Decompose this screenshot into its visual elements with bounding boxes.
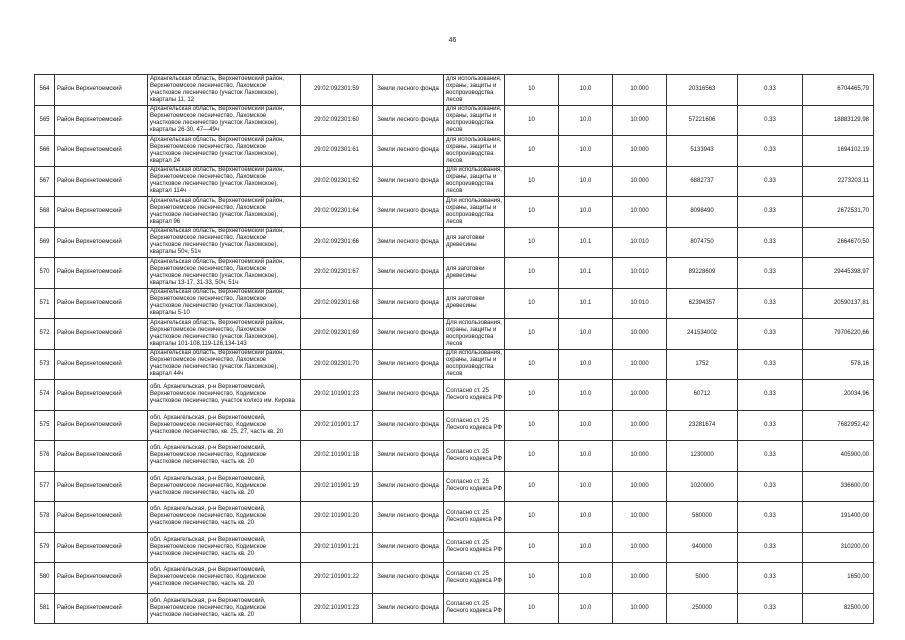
code-3-cell: 10:000	[613, 593, 667, 624]
row-number-cell: 581	[35, 593, 55, 624]
district-cell: Район Верхнетоемский	[55, 197, 148, 228]
land-category-cell: Земли лесного фонда	[373, 410, 444, 441]
row-number-cell: 578	[35, 502, 55, 533]
district-cell: Район Верхнетоемский	[55, 593, 148, 624]
cadastral-value-cell: 336600,00	[803, 471, 874, 502]
address-cell: Архангельская область, Верхнетоемский район, Верхнетоемское лесничество, Лахомское участковое лесничество (участок Лахомское), кварталы 50ч, 51ч	[148, 227, 301, 258]
table-row	[35, 563, 874, 594]
code-2-cell: 10.0	[559, 532, 613, 563]
code-3-cell: 10:000	[613, 349, 667, 380]
rate-cell: 0.33	[738, 502, 803, 533]
code-1-cell: 10	[505, 166, 559, 197]
code-3-cell: 10:000	[613, 75, 667, 106]
address-cell: Архангельская область, Верхнетоемский район, Верхнетоемское лесничество, Лахомское участковое лесничество (участок Лахомское), кварталы 11, 12	[148, 75, 301, 106]
rate-cell: 0.33	[738, 75, 803, 106]
district-cell: Район Верхнетоемский	[55, 258, 148, 289]
address-cell: Архангельская область, Верхнетоемский район, Верхнетоемское лесничество, Лахомское участковое лесничество (участок Лахомское), кварталы 26-30, 47—49ч	[148, 105, 301, 136]
permitted-use-cell: Согласно ст. 25 Лесного кодекса РФ	[444, 471, 505, 502]
land-category-cell: Земли лесного фонда	[373, 227, 444, 258]
cadastral-number-cell: 29:02:092301:66	[301, 227, 373, 258]
address-cell: Архангельская область, Верхнетоемский район, Верхнетоемское лесничество, Лахомское участковое лесничество (участок Лахомское), кварталы 13-17, 31-33, 50ч, 51ч	[148, 258, 301, 289]
land-category-cell: Земли лесного фонда	[373, 441, 444, 472]
area-cell: 8074750	[667, 227, 738, 258]
cadastral-value-cell: 405900,00	[803, 441, 874, 472]
row-number-cell: 571	[35, 288, 55, 319]
code-2-cell: 10.0	[559, 593, 613, 624]
area-cell: 5000	[667, 563, 738, 594]
code-2-cell: 10.1	[559, 227, 613, 258]
code-2-cell: 10.0	[559, 197, 613, 228]
address-cell: Архангельская область, Верхнетоемский район, Верхнетоемское лесничество, Лахомское участковое лесничество (участок Лахомское), кварталы 101-108,119-126,134-143	[148, 319, 301, 350]
area-cell: 23281674	[667, 410, 738, 441]
land-category-cell: Земли лесного фонда	[373, 258, 444, 289]
row-number-cell: 564	[35, 75, 55, 106]
code-3-cell: 10:000	[613, 532, 667, 563]
row-number-cell: 568	[35, 197, 55, 228]
code-2-cell: 10.0	[559, 319, 613, 350]
area-cell: 6882737	[667, 166, 738, 197]
area-cell: 62394357	[667, 288, 738, 319]
district-cell: Район Верхнетоемский	[55, 502, 148, 533]
code-2-cell: 10.1	[559, 258, 613, 289]
code-3-cell: 10:000	[613, 563, 667, 594]
area-cell: 580000	[667, 502, 738, 533]
district-cell: Район Верхнетоемский	[55, 410, 148, 441]
table-row	[35, 75, 874, 106]
code-1-cell: 10	[505, 502, 559, 533]
table-row	[35, 227, 874, 258]
area-cell: 1752	[667, 349, 738, 380]
code-1-cell: 10	[505, 105, 559, 136]
table-row	[35, 166, 874, 197]
cadastral-value-cell: 2672531,70	[803, 197, 874, 228]
table-row	[35, 136, 874, 167]
rate-cell: 0.33	[738, 380, 803, 411]
table-row	[35, 441, 874, 472]
cadastral-value-cell: 2273203,11	[803, 166, 874, 197]
land-category-cell: Земли лесного фонда	[373, 471, 444, 502]
code-1-cell: 10	[505, 288, 559, 319]
address-cell: Архангельская область, Верхнетоемский район, Верхнетоемское лесничество, Лахомское участковое лесничество (участок Лахомское), квартал 44ч	[148, 349, 301, 380]
permitted-use-cell: Согласно ст. 25 Лесного кодекса РФ	[444, 410, 505, 441]
district-cell: Район Верхнетоемский	[55, 288, 148, 319]
rate-cell: 0.33	[738, 441, 803, 472]
land-category-cell: Земли лесного фонда	[373, 136, 444, 167]
area-cell: 241534002	[667, 319, 738, 350]
address-cell: Архангельская область, Верхнетоемский район, Верхнетоемское лесничество, Лахомское участковое лесничество (участок Лахомское), квартал 96	[148, 197, 301, 228]
code-2-cell: 10.0	[559, 349, 613, 380]
cadastral-value-cell: 20034,96	[803, 380, 874, 411]
permitted-use-cell: Согласно ст. 25 Лесного кодекса РФ	[444, 380, 505, 411]
code-2-cell: 10.0	[559, 136, 613, 167]
code-3-cell: 10:000	[613, 471, 667, 502]
land-category-cell: Земли лесного фонда	[373, 319, 444, 350]
code-1-cell: 10	[505, 593, 559, 624]
code-1-cell: 10	[505, 319, 559, 350]
address-cell: обл. Архангельская, р-н Верхнетоемский, Верхнетоемское лесничество, Кодимское участковое лесничество, часть кв. 20	[148, 563, 301, 594]
code-3-cell: 10:000	[613, 105, 667, 136]
code-2-cell: 10.0	[559, 471, 613, 502]
land-category-cell: Земли лесного фонда	[373, 197, 444, 228]
table-row	[35, 288, 874, 319]
permitted-use-cell: Согласно ст. 25 Лесного кодекса РФ	[444, 563, 505, 594]
code-2-cell: 10.0	[559, 441, 613, 472]
land-category-cell: Земли лесного фонда	[373, 563, 444, 594]
permitted-use-cell: Для использования, охраны, защиты и воспроизводства лесов	[444, 319, 505, 350]
cadastral-number-cell: 29:02:092301:67	[301, 258, 373, 289]
area-cell: 89228609	[667, 258, 738, 289]
address-cell: обл. Архангельская, р-н Верхнетоемский, Верхнетоемское лесничество, Кодимское участковое лесничество, часть кв. 20	[148, 502, 301, 533]
land-category-cell: Земли лесного фонда	[373, 380, 444, 411]
cadastral-value-cell: 578,16	[803, 349, 874, 380]
rate-cell: 0.33	[738, 563, 803, 594]
code-3-cell: 10:000	[613, 502, 667, 533]
table-body	[35, 75, 874, 624]
page-number: 46	[448, 37, 457, 44]
land-registry-table	[34, 74, 874, 624]
code-1-cell: 10	[505, 136, 559, 167]
cadastral-value-cell: 82500,00	[803, 593, 874, 624]
district-cell: Район Верхнетоемский	[55, 105, 148, 136]
area-cell: 57221606	[667, 105, 738, 136]
permitted-use-cell: Для использования, охраны, защиты и воспроизводства лесов	[444, 197, 505, 228]
code-3-cell: 10:000	[613, 410, 667, 441]
area-cell: 5133943	[667, 136, 738, 167]
table-row	[35, 105, 874, 136]
district-cell: Район Верхнетоемский	[55, 136, 148, 167]
address-cell: обл. Архангельская, р-н Верхнетоемский, Верхнетоемское лесничество, Кодимское участковое лесничество, часть кв. 20	[148, 471, 301, 502]
address-cell: обл. Архангельская, р-н Верхнетоемский, Верхнетоемское лесничество, Кодимское участковое лесничество, кв. 25, 27, часть кв. 20	[148, 410, 301, 441]
code-2-cell: 10.0	[559, 502, 613, 533]
district-cell: Район Верхнетоемский	[55, 75, 148, 106]
cadastral-number-cell: 29:02:101901:21	[301, 532, 373, 563]
rate-cell: 0.33	[738, 105, 803, 136]
table-row	[35, 502, 874, 533]
land-category-cell: Земли лесного фонда	[373, 532, 444, 563]
table-row	[35, 197, 874, 228]
district-cell: Район Верхнетоемский	[55, 532, 148, 563]
row-number-cell: 576	[35, 441, 55, 472]
area-cell: 8098490	[667, 197, 738, 228]
rate-cell: 0.33	[738, 349, 803, 380]
code-2-cell: 10.0	[559, 105, 613, 136]
permitted-use-cell: для использования, охраны, защиты и воспроизводства лесов	[444, 75, 505, 106]
address-cell: Архангельская область, Верхнетоемский район, Верхнетоемское лесничество, Лахомское участковое лесничество (участок Лахомское), квартал 114ч	[148, 166, 301, 197]
row-number-cell: 572	[35, 319, 55, 350]
row-number-cell: 567	[35, 166, 55, 197]
permitted-use-cell: для заготовки древесины	[444, 288, 505, 319]
cadastral-value-cell: 20590137,81	[803, 288, 874, 319]
permitted-use-cell: для заготовки древесины	[444, 258, 505, 289]
rate-cell: 0.33	[738, 136, 803, 167]
land-category-cell: Земли лесного фонда	[373, 288, 444, 319]
district-cell: Район Верхнетоемский	[55, 471, 148, 502]
cadastral-number-cell: 29:02:092301:69	[301, 319, 373, 350]
row-number-cell: 574	[35, 380, 55, 411]
code-2-cell: 10.0	[559, 563, 613, 594]
cadastral-value-cell: 29445398,97	[803, 258, 874, 289]
code-1-cell: 10	[505, 258, 559, 289]
permitted-use-cell: Согласно ст. 25 Лесного кодекса РФ	[444, 593, 505, 624]
cadastral-value-cell: 79706220,66	[803, 319, 874, 350]
area-cell: 1020000	[667, 471, 738, 502]
rate-cell: 0.33	[738, 227, 803, 258]
rate-cell: 0.33	[738, 593, 803, 624]
cadastral-number-cell: 29:02:101901:18	[301, 441, 373, 472]
table-row	[35, 258, 874, 289]
cadastral-number-cell: 29:02:101901:19	[301, 471, 373, 502]
rate-cell: 0.33	[738, 471, 803, 502]
permitted-use-cell: Для использования, охраны, защиты и воспроизводства лесов	[444, 166, 505, 197]
row-number-cell: 569	[35, 227, 55, 258]
cadastral-value-cell: 18883129,98	[803, 105, 874, 136]
district-cell: Район Верхнетоемский	[55, 441, 148, 472]
address-cell: обл. Архангельская, р-н Верхнетоемский, Верхнетоемское лесничество, Кодимское участковое лесничество, часть кв. 20	[148, 593, 301, 624]
address-cell: обл. Архангельская, р-н Верхнетоемский, Верхнетоемское лесничество, Кодимское участковое лесничество, участок колхоз им. Кирова	[148, 380, 301, 411]
district-cell: Район Верхнетоемский	[55, 563, 148, 594]
code-2-cell: 10.0	[559, 410, 613, 441]
table-row	[35, 319, 874, 350]
code-1-cell: 10	[505, 563, 559, 594]
cadastral-number-cell: 29:02:101901:23	[301, 380, 373, 411]
rate-cell: 0.33	[738, 410, 803, 441]
permitted-use-cell: Согласно ст. 25 Лесного кодекса РФ	[444, 502, 505, 533]
code-1-cell: 10	[505, 441, 559, 472]
code-1-cell: 10	[505, 410, 559, 441]
permitted-use-cell: для использования, охраны, защиты и воспроизводства лесов	[444, 136, 505, 167]
cadastral-value-cell: 6704465,79	[803, 75, 874, 106]
row-number-cell: 577	[35, 471, 55, 502]
cadastral-number-cell: 29:02:101901:17	[301, 410, 373, 441]
code-3-cell: 10:010	[613, 227, 667, 258]
permitted-use-cell: Согласно ст. 25 Лесного кодекса РФ	[444, 441, 505, 472]
rate-cell: 0.33	[738, 166, 803, 197]
code-1-cell: 10	[505, 532, 559, 563]
rate-cell: 0.33	[738, 319, 803, 350]
address-cell: обл. Архангельская, р-н Верхнетоемский, Верхнетоемское лесничество, Кодимское участковое лесничество, часть кв. 20	[148, 441, 301, 472]
rate-cell: 0.33	[738, 197, 803, 228]
row-number-cell: 565	[35, 105, 55, 136]
land-category-cell: Земли лесного фонда	[373, 166, 444, 197]
row-number-cell: 575	[35, 410, 55, 441]
land-category-cell: Земли лесного фонда	[373, 502, 444, 533]
table-row	[35, 380, 874, 411]
district-cell: Район Верхнетоемский	[55, 319, 148, 350]
area-cell: 20316563	[667, 75, 738, 106]
code-3-cell: 10:000	[613, 166, 667, 197]
cadastral-value-cell: 1650,00	[803, 563, 874, 594]
area-cell: 1230000	[667, 441, 738, 472]
code-2-cell: 10.0	[559, 75, 613, 106]
cadastral-number-cell: 29:02:092301:68	[301, 288, 373, 319]
code-2-cell: 10.1	[559, 288, 613, 319]
cadastral-value-cell: 7682952,42	[803, 410, 874, 441]
address-cell: Архангельская область, Верхнетоемский район, Верхнетоемское лесничество, Лахомское участковое лесничество (участок Лахомское), кварталы 5-10	[148, 288, 301, 319]
cadastral-number-cell: 29:02:092301:59	[301, 75, 373, 106]
code-3-cell: 10:000	[613, 136, 667, 167]
row-number-cell: 580	[35, 563, 55, 594]
land-category-cell: Земли лесного фонда	[373, 349, 444, 380]
cadastral-number-cell: 29:02:092301:62	[301, 166, 373, 197]
row-number-cell: 573	[35, 349, 55, 380]
code-3-cell: 10:000	[613, 197, 667, 228]
rate-cell: 0.33	[738, 258, 803, 289]
land-category-cell: Земли лесного фонда	[373, 75, 444, 106]
code-2-cell: 10.0	[559, 380, 613, 411]
table-row	[35, 471, 874, 502]
district-cell: Район Верхнетоемский	[55, 227, 148, 258]
code-2-cell: 10.0	[559, 166, 613, 197]
area-cell: 250000	[667, 593, 738, 624]
cadastral-number-cell: 29:02:101901:22	[301, 563, 373, 594]
district-cell: Район Верхнетоемский	[55, 166, 148, 197]
code-3-cell: 10:000	[613, 380, 667, 411]
code-3-cell: 10:000	[613, 319, 667, 350]
rate-cell: 0.33	[738, 288, 803, 319]
cadastral-number-cell: 29:02:092301:60	[301, 105, 373, 136]
cadastral-value-cell: 191400,00	[803, 502, 874, 533]
code-1-cell: 10	[505, 349, 559, 380]
row-number-cell: 579	[35, 532, 55, 563]
cadastral-number-cell: 29:02:092301:61	[301, 136, 373, 167]
district-cell: Район Верхнетоемский	[55, 349, 148, 380]
row-number-cell: 570	[35, 258, 55, 289]
permitted-use-cell: для использования, охраны, защиты и воспроизводства лесов	[444, 105, 505, 136]
table-row	[35, 349, 874, 380]
code-3-cell: 10:010	[613, 288, 667, 319]
code-3-cell: 10:010	[613, 258, 667, 289]
permitted-use-cell: для заготовки древесины	[444, 227, 505, 258]
code-3-cell: 10:000	[613, 441, 667, 472]
table-row	[35, 532, 874, 563]
area-cell: 940000	[667, 532, 738, 563]
code-1-cell: 10	[505, 75, 559, 106]
cadastral-number-cell: 29:02:092301:64	[301, 197, 373, 228]
cadastral-value-cell: 2664670,50	[803, 227, 874, 258]
cadastral-value-cell: 310200,00	[803, 532, 874, 563]
cadastral-number-cell: 29:02:101901:23	[301, 593, 373, 624]
code-1-cell: 10	[505, 197, 559, 228]
row-number-cell: 566	[35, 136, 55, 167]
permitted-use-cell: Согласно ст. 25 Лесного кодекса РФ	[444, 532, 505, 563]
table-row	[35, 593, 874, 624]
code-1-cell: 10	[505, 471, 559, 502]
code-1-cell: 10	[505, 380, 559, 411]
cadastral-value-cell: 1694102,19	[803, 136, 874, 167]
land-category-cell: Земли лесного фонда	[373, 105, 444, 136]
area-cell: 60712	[667, 380, 738, 411]
cadastral-number-cell: 29:02:101901:20	[301, 502, 373, 533]
rate-cell: 0.33	[738, 532, 803, 563]
land-category-cell: Земли лесного фонда	[373, 593, 444, 624]
table-row	[35, 410, 874, 441]
code-1-cell: 10	[505, 227, 559, 258]
district-cell: Район Верхнетоемский	[55, 380, 148, 411]
permitted-use-cell: Для использования, охраны, защиты и воспроизводства лесов	[444, 349, 505, 380]
address-cell: обл. Архангельская, р-н Верхнетоемский, Верхнетоемское лесничество, Кодимское участковое лесничество, часть кв. 20	[148, 532, 301, 563]
address-cell: Архангельская область, Верхнетоемский район, Верхнетоемское лесничество, Лахомское участковое лесничество (участок Лахомское), квартал 24	[148, 136, 301, 167]
cadastral-number-cell: 29:02:092301:70	[301, 349, 373, 380]
